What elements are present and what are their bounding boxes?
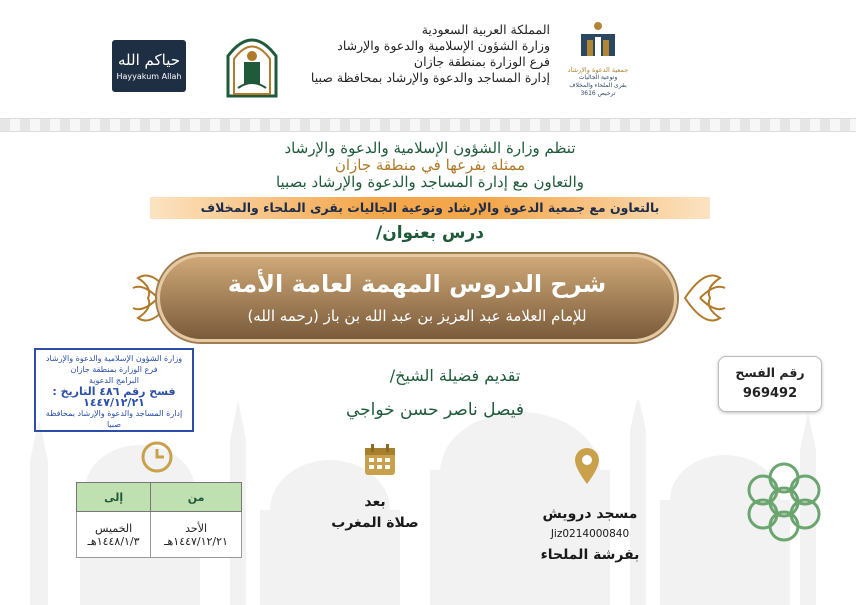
location-area: بفرشة الملحاء [540, 547, 640, 563]
association-name-2: وتوعية الجاليات [578, 74, 618, 81]
presented-by-label: تقديم فضيلة الشيخ/ [389, 366, 521, 385]
from-date: ١٤٤٧/١٢/٢١هـ [164, 534, 228, 548]
association-emblem-icon [575, 18, 621, 62]
hayyakum-english: Hayyakum Allah [116, 72, 182, 81]
stamp-line-4: فسح رقم ٤٨٦ التاريخ : ١٤٤٧/١٢/٢١ [52, 385, 176, 409]
from-header: من [151, 483, 242, 512]
lesson-label: درس بعنوان/ [375, 223, 484, 243]
association-name-3: بقرى الملحاء والمخلاف [569, 82, 627, 89]
calendar-icon [362, 442, 398, 478]
time-info [320, 492, 430, 534]
to-header: إلى [77, 483, 151, 512]
from-day [151, 512, 242, 558]
dates-table [76, 482, 242, 558]
sheikh-name: فيصل ناصر حسن خواجي [345, 400, 525, 420]
lesson-title: شرح الدروس المهمة لعامة الأمة [227, 270, 607, 298]
ministry-line-3: فرع الوزارة بمنطقة جازان [413, 54, 550, 69]
association-name-1: جمعية الدعوة والإرشاد [567, 66, 629, 74]
ministry-line-4: إدارة المساجد والدعوة والإرشاد بمحافظة صبيا [310, 70, 550, 85]
intro-line-1: تنظم وزارة الشؤون الإسلامية والدعوة والإرشاد [284, 139, 576, 157]
time-line-1: بعد [364, 494, 386, 510]
lesson-title-box [157, 254, 677, 342]
stamp-line-2: فرع الوزارة بمنطقة جازان [70, 365, 158, 374]
stamp-line-3: البرامج الدعوية [89, 376, 139, 385]
to-date: ١٤٤٨/١/٣هـ [87, 534, 140, 548]
stamp-line-5: إدارة المساجد والدعوة والإرشاد بمحافظة صبيا [45, 409, 183, 429]
hayyakum-allah-logo [112, 40, 186, 92]
to-day [77, 512, 151, 558]
mosque-code: Jiz0214000840 [550, 528, 630, 540]
location-info [520, 504, 660, 566]
ministry-header-text [300, 22, 550, 86]
cooperation-banner: بالتعاون مع جمعية الدعوة والإرشاد وتوعية الجاليات بقرى الملحاء والمخلاف [150, 197, 710, 219]
ministry-emblem-logo [222, 28, 282, 98]
association-license: ترخيص 3616 [580, 90, 616, 97]
stamp-line-1: وزارة الشؤون الإسلامية والدعوة والإرشاد [45, 354, 183, 363]
header [0, 0, 856, 118]
intro-line-2: ممثلة بفرعها في منطقة جازان [334, 156, 526, 174]
intro-text [140, 140, 720, 191]
clock-icon [140, 440, 174, 474]
lesson-subtitle: للإمام العلامة عبد العزيز بن عبد الله بن باز (رحمه الله) [247, 307, 587, 325]
from-day-name: الأحد [185, 521, 208, 535]
intro-line-3: والتعاون مع إدارة المساجد والدعوة والإرشاد بصبيا [275, 173, 585, 191]
association-logo [562, 18, 634, 106]
ministry-line-1: المملكة العربية السعودية [421, 22, 550, 37]
decorative-band [0, 118, 856, 132]
permit-label: رقم الفسح [735, 365, 805, 380]
hayyakum-arabic: حياكم الله [118, 51, 181, 69]
right-ornament-icon [680, 258, 730, 338]
to-day-name: الخميس [95, 521, 133, 535]
time-line-2: صلاة المغرب [331, 515, 419, 531]
ministry-line-2: وزارة الشؤون الإسلامية والدعوة والإرشاد [337, 38, 550, 53]
approval-stamp [34, 348, 194, 432]
permit-number: 969492 [742, 386, 798, 401]
permit-box [718, 356, 822, 412]
geometric-pattern-icon [734, 452, 834, 552]
location-pin-icon [572, 446, 602, 486]
mosque-name: مسجد درويش [542, 506, 638, 522]
